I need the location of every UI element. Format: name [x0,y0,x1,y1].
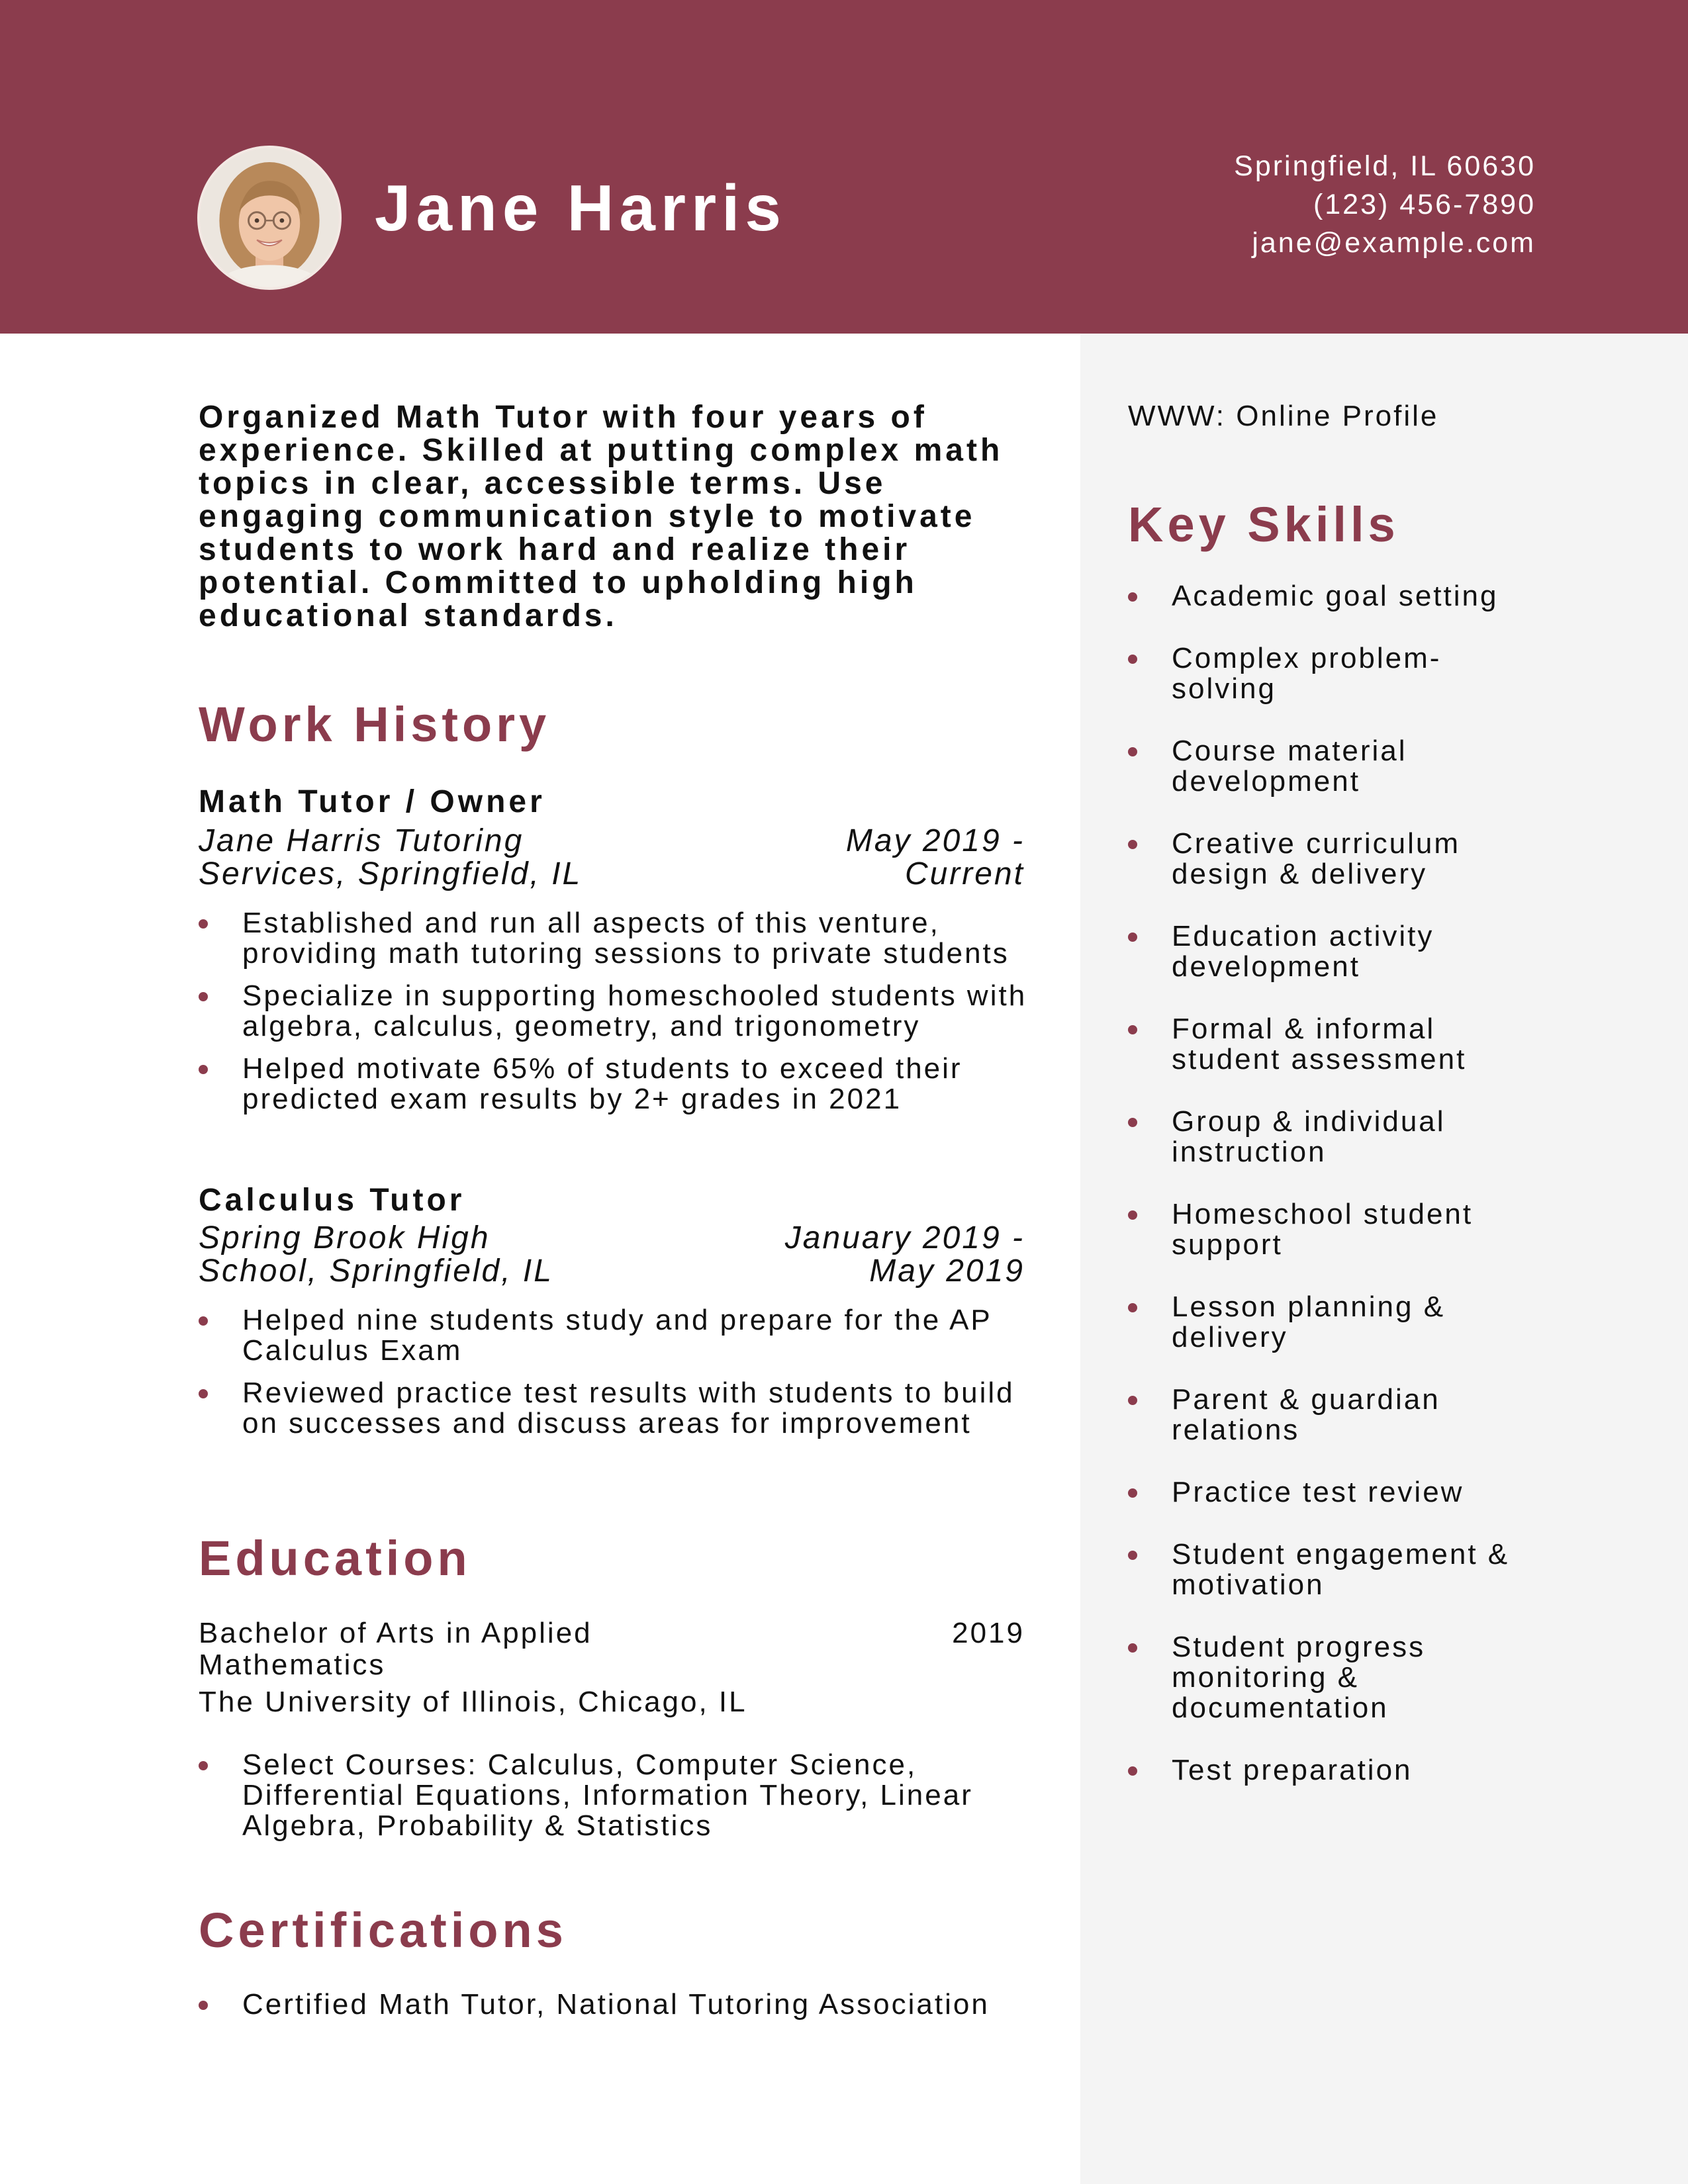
job-company: Spring Brook High School, Springfield, IL [199,1220,553,1289]
job-dates: January 2019 - May 2019 [784,1220,1025,1289]
contact-address: Springfield, IL 60630 [1234,150,1536,182]
contact-phone: (123) 456-7890 [1313,189,1536,220]
bullet-dot-icon [1128,1551,1137,1560]
graduation-year: 2019 [952,1617,1025,1649]
degree-name: Bachelor of Arts in Applied Mathematics [199,1617,592,1681]
skill-item: Course material development [1128,736,1456,797]
list-item: Select Courses: Calculus, Computer Science, Differential Equations, Information Theory, Linear Algebra, Probability & Statistics [199,1750,1033,1841]
skill-item: Student progress monitoring & documentation [1128,1632,1476,1723]
bullet-dot-icon [199,1389,208,1398]
candidate-name: Jane Harris [375,171,786,244]
job-company: Jane Harris Tutoring Services, Springfield, IL [199,823,583,891]
skill-item: Practice test review [1128,1477,1569,1508]
bullet-dot-icon [1128,1025,1137,1034]
skill-item: Group & individual instruction [1128,1107,1516,1167]
bullet-dot-icon [1128,1210,1137,1220]
list-item: Helped nine students study and prepare for the AP Calculus Exam [199,1305,1033,1366]
bullet-dot-icon [199,1761,208,1770]
skill-item: Complex problem-solving [1128,643,1483,704]
skill-item: Homeschool student support [1128,1199,1523,1260]
bullet-dot-icon [1128,933,1137,942]
certifications-list [199,1989,1059,2020]
bullet-dot-icon [1128,1766,1137,1776]
skill-item: Lesson planning & delivery [1128,1292,1489,1353]
list-item: Certified Math Tutor, National Tutoring Association [199,1989,1059,2020]
skill-item: Education activity development [1128,921,1476,982]
bullet-dot-icon [1128,1118,1137,1127]
bullet-dot-icon [1128,747,1137,756]
list-item: Specialize in supporting homeschooled students with algebra, calculus, geometry, and trigonometry [199,981,1033,1042]
work-history-heading: Work History [199,697,551,752]
website-link[interactable]: WWW: Online Profile [1128,400,1439,432]
contact-email[interactable]: jane@example.com [1252,227,1536,259]
skill-item: Academic goal setting [1128,581,1542,612]
skills-list [1128,581,1618,1817]
bullet-dot-icon [199,992,208,1001]
skill-item: Creative curriculum design & delivery [1128,829,1503,889]
education-bullets [199,1750,1033,1841]
skill-item: Test preparation [1128,1755,1542,1786]
list-item: Helped motivate 65% of students to exceed their predicted exam results by 2+ grades in 2021 [199,1054,1033,1115]
header-band [0,0,1688,334]
bullet-dot-icon [1128,592,1137,602]
avatar [197,146,342,290]
job-dates: May 2019 - Current [845,823,1025,891]
bullet-dot-icon [1128,1643,1137,1653]
list-item: Reviewed practice test results with students to build on successes and discuss areas for improvement [199,1378,1033,1439]
portrait-image [200,148,339,287]
key-skills-heading: Key Skills [1128,497,1399,552]
bullet-dot-icon [1128,1488,1137,1498]
bullet-dot-icon [1128,1396,1137,1405]
skill-item: Formal & informal student assessment [1128,1014,1529,1075]
job-bullets [199,1305,1033,1439]
skill-item: Student engagement & motivation [1128,1539,1556,1600]
certifications-heading: Certifications [199,1903,567,1958]
bullet-dot-icon [199,919,208,929]
school-name: The University of Illinois, Chicago, IL [199,1686,747,1718]
skill-item: Parent & guardian relations [1128,1385,1509,1445]
job-title: Calculus Tutor [199,1183,465,1218]
bullet-dot-icon [1128,1303,1137,1312]
education-heading: Education [199,1531,471,1586]
bullet-dot-icon [1128,655,1137,664]
bullet-dot-icon [199,1065,208,1074]
bullet-dot-icon [1128,840,1137,849]
bullet-dot-icon [199,2001,208,2010]
job-bullets [199,908,1033,1115]
list-item: Established and run all aspects of this venture, providing math tutoring sessions to private students [199,908,1033,969]
bullet-dot-icon [199,1316,208,1326]
professional-summary: Organized Math Tutor with four years of experience. Skilled at putting complex math topics in clear, accessible terms. Use engaging communication style to motivate students to work hard and realize their potential. Committed to upholding high educational standards. [199,400,1004,633]
contact-info [1234,147,1536,262]
job-title: Math Tutor / Owner [199,784,545,819]
